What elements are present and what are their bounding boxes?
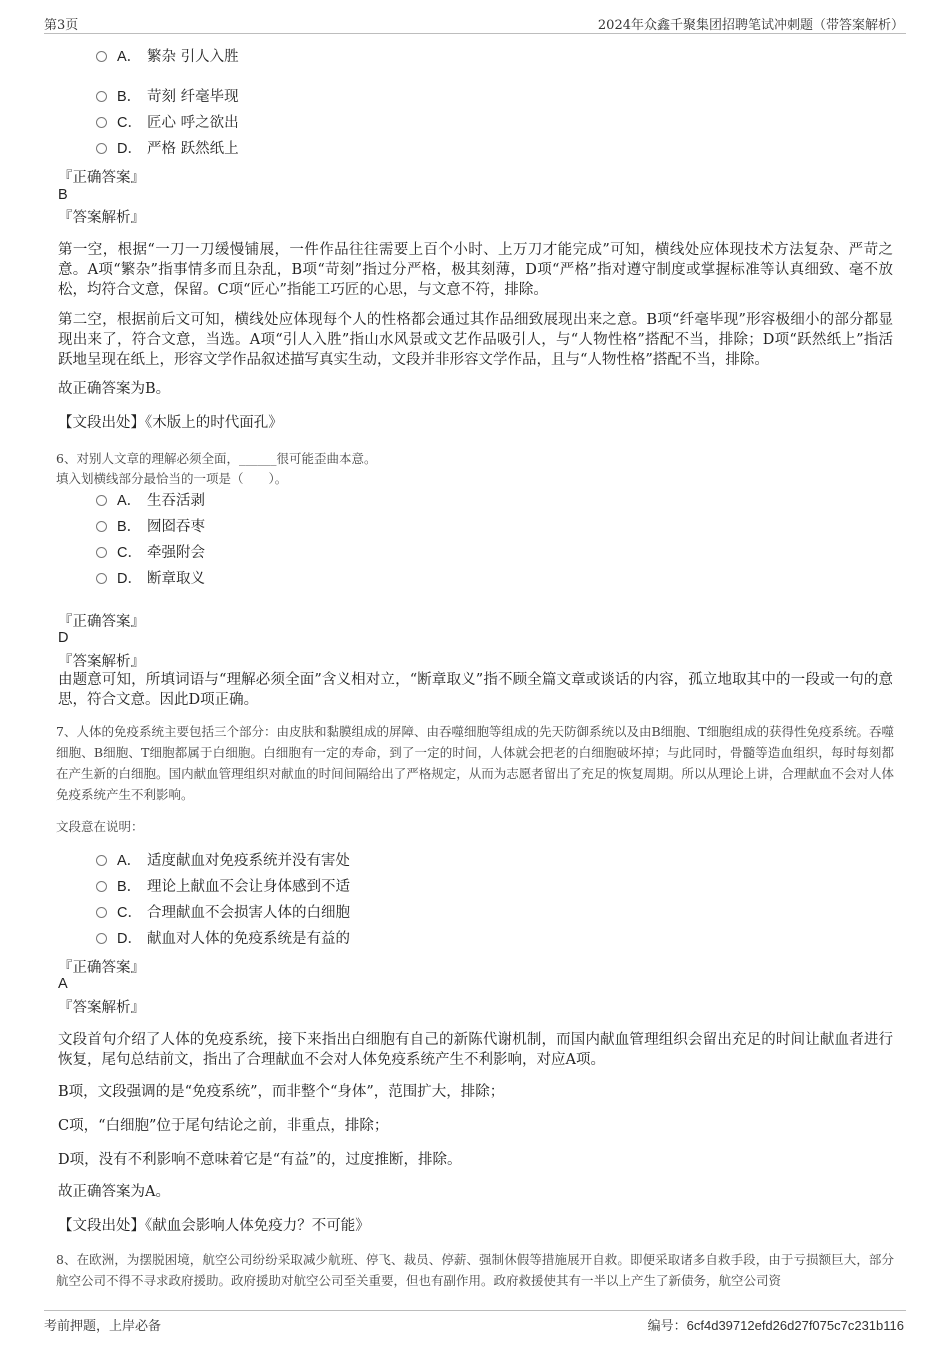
q7-analysis-b: B项，文段强调的是“免疫系统”，而非整个“身体”，范围扩大，排除； [58,1084,505,1100]
q7-prompt: 文段意在说明： [56,819,144,834]
header-divider [44,33,906,34]
q6-answer-label: 『正确答案』 [58,614,145,630]
q7-option-c[interactable]: C． 合理献血不会损害人体的白细胞 [96,902,350,924]
q7-analysis-c: C项，“白细胞”位于尾句结论之前，非重点，排除； [58,1118,389,1134]
q6-option-b[interactable]: B． 囫囵吞枣 [96,516,205,538]
q5-analysis-para-1: 第一空，根据“一刀一刀缓慢铺展，一件作品往往需要上百个小时、上万刀才能完成”可知，横线处应体现技术方法复杂、严苛之意。A项“繁杂”指事情多而且杂乱，B项“苛刻”指过分严格，极其刻薄，D项“严格”指对遵守制度或掌握标准等认真细致、毫不放松，均符合文意，保留。C项“匠心”指能工巧匠的心思，与文意不符，排除。 [58,242,893,298]
radio-icon[interactable] [96,933,107,944]
q6-prompt: 填入划横线部分最恰当的一项是（ ）。 [56,471,288,486]
q7-option-d[interactable]: D． 献血对人体的免疫系统是有益的 [96,928,350,950]
radio-icon[interactable] [96,855,107,866]
q6-option-c[interactable]: C． 牵强附会 [96,542,205,564]
q5-option-d[interactable]: D． 严格 跃然纸上 [96,138,239,160]
q7-analysis-d: D项，没有不利影响不意味着它是“有益”的，过度推断，排除。 [58,1152,462,1168]
q6-analysis-label: 『答案解析』 [58,654,145,670]
q7-analysis-label: 『答案解析』 [58,1000,145,1016]
page-number: 第3页 [44,18,79,33]
q5-analysis-para-2: 第二空，根据前后文可知，横线处应体现每个人的性格都会通过其作品细致展现出来之意。B项“纤毫毕现”形容极细小的部分都显现出来了，符合文意，当选。A项“引人入胜”指山水风景或文艺作品吸引人，与“人物性格”搭配不当，排除；D项“跃然纸上”指活跃地呈现在纸上，形容文学作品叙述描写真实生动，文段并非形容文学作品，且与“人物性格”搭配不当，排除。 [58,312,893,368]
q6-stem: 6、对别人文章的理解必须全面，______很可能歪曲本意。 [56,451,377,466]
q7-answer: A [58,976,68,992]
footer-code-label: 编号： [647,1319,687,1334]
q7-source: 【文段出处】《献血会影响人体免疫力？不可能》 [58,1218,370,1234]
radio-icon[interactable] [96,143,107,154]
q6-option-a[interactable]: A． 生吞活剥 [96,490,205,512]
q5-answer: B [58,187,68,203]
radio-icon[interactable] [96,521,107,532]
q5-analysis-label: 『答案解析』 [58,210,145,226]
q6-answer: D [58,630,69,646]
q7-conclusion: 故正确答案为A。 [58,1184,170,1200]
document-title: 2024年众鑫千聚集团招聘笔试冲刺题（带答案解析） [597,18,904,33]
q7-option-a[interactable]: A． 适度献血对免疫系统并没有害处 [96,850,350,872]
radio-icon[interactable] [96,117,107,128]
radio-icon[interactable] [96,907,107,918]
q7-answer-label: 『正确答案』 [58,960,145,976]
q5-option-c[interactable]: C． 匠心 呼之欲出 [96,112,239,134]
radio-icon[interactable] [96,51,107,62]
radio-icon[interactable] [96,91,107,102]
q5-option-a[interactable]: A． 繁杂 引人入胜 [96,46,239,68]
radio-icon[interactable] [96,547,107,558]
radio-icon[interactable] [96,573,107,584]
footer-code [648,1315,904,1334]
q5-option-b[interactable]: B． 苛刻 纤毫毕现 [96,86,239,108]
footer-slogan: 考前押题，上岸必备 [44,1319,162,1334]
q7-option-b[interactable]: B． 理论上献血不会让身体感到不适 [96,876,350,898]
q5-answer-label: 『正确答案』 [58,170,145,186]
q8-stem: 8、在欧洲，为摆脱困境，航空公司纷纷采取减少航班、停飞、裁员、停薪、强制休假等措施展开自救。即便采取诸多自救手段，由于亏损额巨大，部分航空公司不得不寻求政府援助。政府援助对航空公司至关重要，但也有副作用。政府救援使其有一半以上产生了新债务，航空公司资 [56,1252,894,1288]
q6-analysis: 由题意可知，所填词语与“理解必须全面”含义相对立，“断章取义”指不顾全篇文章或谈话的内容，孤立地取其中的一段或一句的意思，符合文意。因此D项正确。 [58,672,893,708]
q6-option-d[interactable]: D． 断章取义 [96,568,205,590]
q5-source: 【文段出处】《木版上的时代面孔》 [58,415,283,431]
radio-icon[interactable] [96,495,107,506]
radio-icon[interactable] [96,881,107,892]
footer-divider [44,1310,906,1311]
q7-stem: 7、人体的免疫系统主要包括三个部分：由皮肤和黏膜组成的屏障、由吞噬细胞等组成的先天防御系统以及由B细胞、T细胞组成的获得性免疫系统。吞噬细胞、B细胞、T细胞都属于白细胞。白细胞有一定的寿命，到了一定的时间，人体就会把老的白细胞破坏掉；与此同时，骨髓等造血组织，每时每刻都在产生新的白细胞。国内献血管理组织对献血的时间间隔给出了严格规定，从而为志愿者留出了充足的恢复周期。所以从理论上讲，合理献血不会对人体免疫系统产生不利影响。 [56,724,894,802]
q7-analysis-para-1: 文段首句介绍了人体的免疫系统，接下来指出白细胞有自己的新陈代谢机制，而国内献血管理组织会留出充足的时间让献血者进行恢复，尾句总结前文，指出了合理献血不会对人体免疫系统产生不利影响，对应A项。 [58,1032,893,1068]
q5-conclusion: 故正确答案为B。 [58,381,171,397]
footer-code-value: 6cf4d39712efd26d27f075c7c231b116 [686,1318,904,1333]
